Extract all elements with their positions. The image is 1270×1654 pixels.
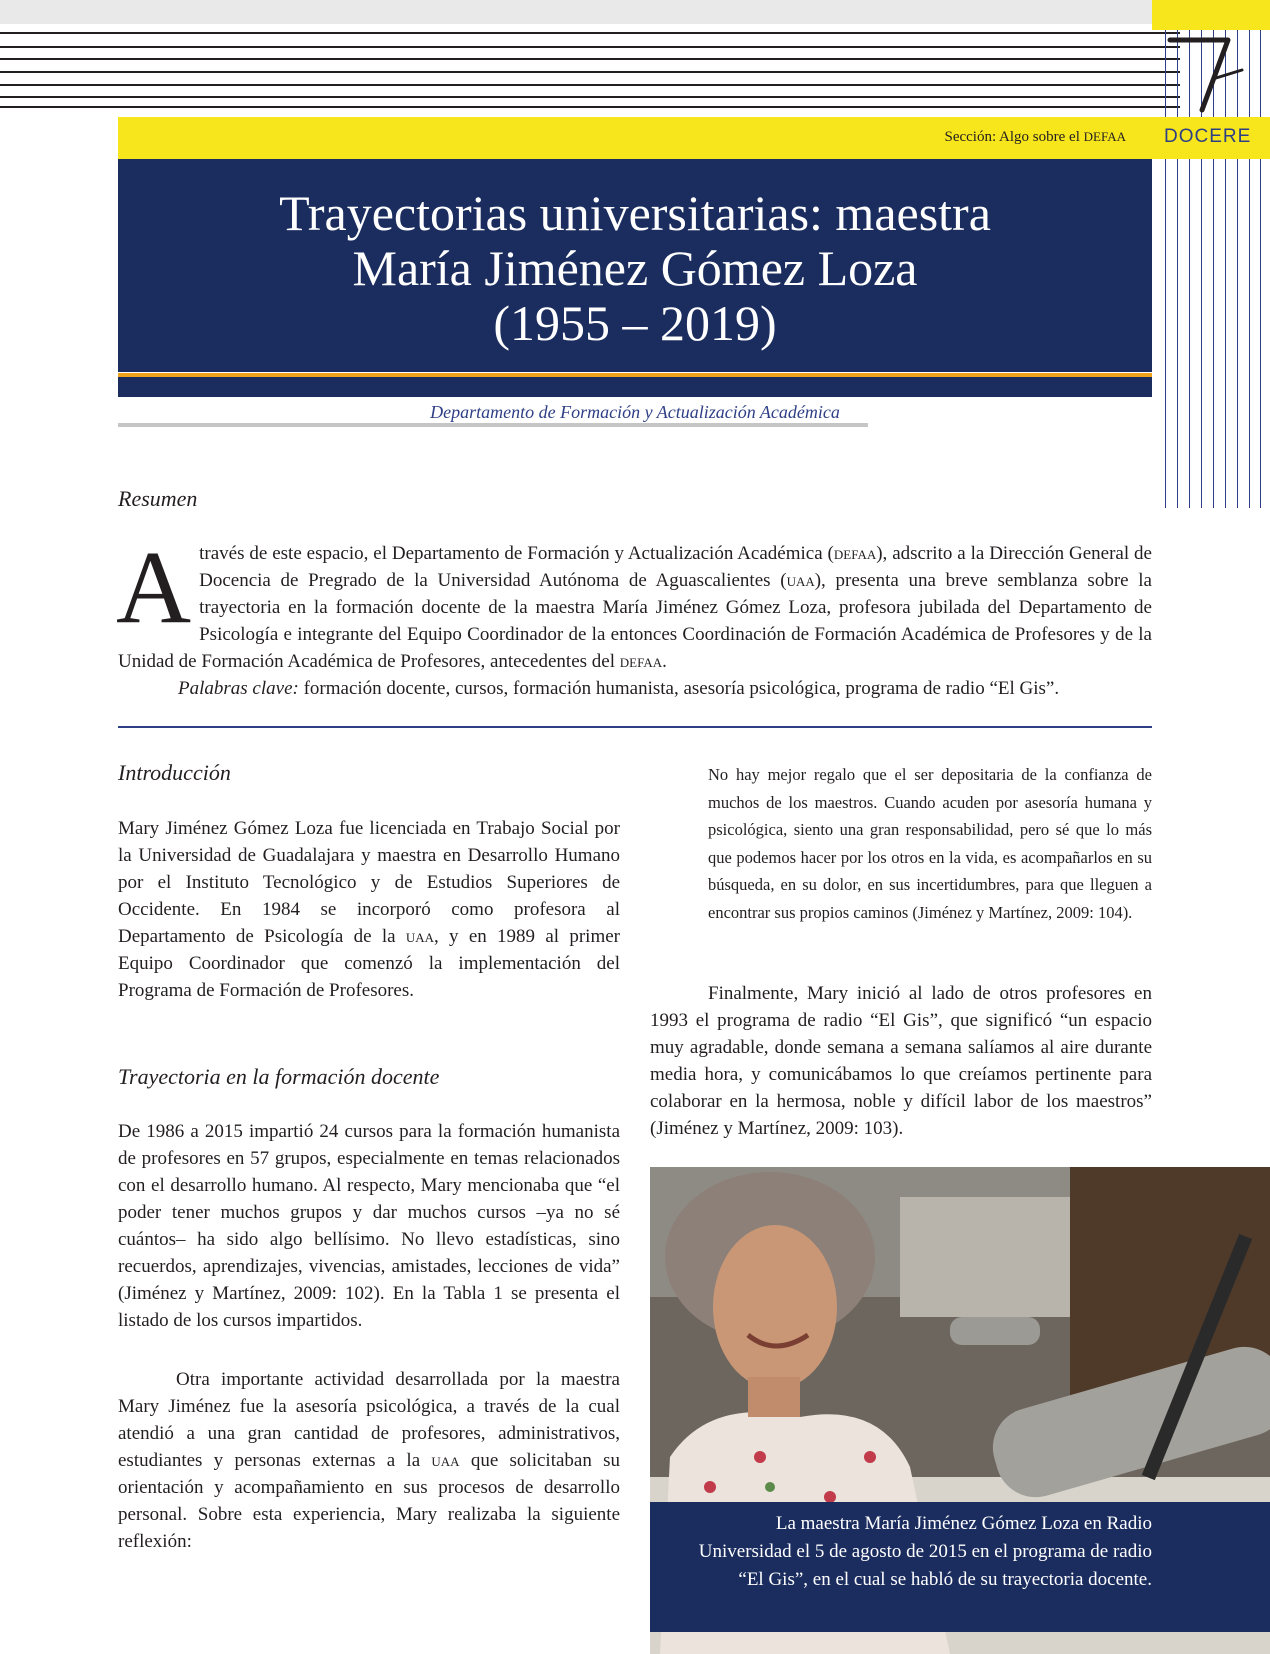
staff-line	[0, 84, 1180, 86]
trajectory-paragraph-1: De 1986 a 2015 impartió 24 cursos para la formación humanista de profesores en 57 grupos, especialmente en temas relacionados con el desarrollo humano. Al respecto, Mary mencionaba que “el poder tener muchos grupos y dar muchos cursos –ya no sé cuántos– ha sido algo bellísimo. No llevo estadísticas, sino recuerdos, aprendizajes, vivencias, amistades, lecciones de vida” (Jiménez y Martínez, 2009: 102). En la Tabla 1 se presenta el listado de los cursos impartidos.	[118, 1121, 620, 1331]
keywords	[118, 675, 1152, 702]
staff-line	[0, 32, 1180, 34]
section-band	[118, 117, 1152, 159]
intro-heading: Introducción	[118, 760, 231, 785]
intro-text: Mary Jiménez Gómez Loza fue licenciada en Trabajo Social por la Universidad de Guadalajara y maestra en Desarrollo Humano por el Instituto Tecnológico y de Estudios Superiores de Occidente. En 1984 se incorporó como profesora al Departamento de Psicología de la	[118, 818, 620, 947]
journal-name: DOCERE	[1164, 126, 1252, 147]
department-subtitle: Departamento de Formación y Actualización Académica	[430, 402, 840, 422]
acronym: defaa	[833, 543, 877, 564]
abstract-divider	[118, 726, 1152, 728]
trajectory-paragraph-2	[118, 1366, 620, 1555]
abstract-text: través de este espacio, el Departamento de Formación y Actualización Académica (	[199, 543, 834, 564]
staff-line	[0, 96, 1180, 98]
top-gray-strip	[0, 0, 1270, 24]
trajectory-text: que solicitaban su orientación y acompañamiento en sus procesos de desarrollo personal. Sobre esta experiencia, Mary realizaba la siguiente reflexión:	[118, 1450, 620, 1552]
acronym: uaa	[786, 570, 815, 591]
title-line-1: Trayectorias universitarias: maestra	[279, 185, 991, 241]
photo-caption: La maestra María Jiménez Gómez Loza en Radio Universidad el 5 de agosto de 2015 en el programa de radio “El Gis”, en el cual se habló de su trayectoria docente.	[698, 1513, 1152, 1590]
subtitle-rule	[118, 423, 868, 427]
photo-caption-box	[650, 1502, 1270, 1632]
photo-mic-small	[950, 1317, 1040, 1345]
photo-window	[900, 1197, 1070, 1317]
acronym: uaa	[405, 926, 434, 947]
page-number-stroke	[1170, 40, 1228, 110]
staff-line	[0, 106, 1180, 108]
acronym: uaa	[431, 1450, 460, 1471]
acronym: defaa	[619, 651, 663, 672]
drop-cap: A	[116, 530, 192, 645]
keywords-text: formación docente, cursos, formación humanista, asesoría psicológica, programa de radio “El Gis”.	[303, 678, 1060, 699]
page-title	[118, 186, 1152, 351]
page-number	[1158, 20, 1268, 120]
section-label	[944, 129, 1126, 146]
abstract-body	[116, 530, 1152, 702]
staff-line	[0, 46, 1180, 48]
intro-text: , y en 1989 al primer Equipo Coordinador que comenzó la implementación del Programa de Formación de Profesores.	[118, 926, 621, 1001]
section-label-text: Sección: Algo sobre el	[944, 129, 1080, 145]
trajectory-heading: Trayectoria en la formación docente	[118, 1064, 440, 1089]
trajectory-text: Otra importante actividad desarrollada por la maestra Mary Jiménez fue la asesoría psicológica, a través de la cual atendió a una gran cantidad de profesores, administrativos, estudiantes y personas externas a la	[118, 1369, 620, 1471]
abstract-heading: Resumen	[118, 486, 198, 511]
section-acronym: DEFAA	[1083, 129, 1126, 144]
title-line-3: (1955 – 2019)	[493, 295, 777, 351]
title-bottom-band	[118, 377, 1152, 397]
page-number-glyph	[1158, 20, 1268, 120]
staff-line	[0, 58, 1180, 60]
photo-face	[713, 1225, 837, 1389]
title-line-2: María Jiménez Gómez Loza	[352, 240, 918, 296]
keywords-label: Palabras clave:	[178, 678, 299, 699]
block-quote: No hay mejor regalo que el ser depositaria de la confianza de muchos de los maestros. Cuando acuden por asesoría humana y psicológica, siento una gran responsabilidad, pero sé que lo más que podemos hacer por los otros en la vida, es acompañarlos en su búsqueda, en su dolor, en sus incertidumbres, para que lleguen a encontrar sus propios caminos (Jiménez y Martínez, 2009: 104).	[708, 765, 1152, 922]
abstract-text: ), adscrito a la Dirección General de Docencia de Pregrado de la Universidad Autónoma de Aguascalientes (	[199, 543, 1152, 591]
abstract-text: .	[662, 651, 667, 672]
photo-neck	[748, 1377, 800, 1417]
final-paragraph: Finalmente, Mary inició al lado de otros profesores en 1993 el programa de radio “El Gis”, que significó “un espacio muy agradable, donde semana a semana salíamos al aire durante media hora, y comunicábamos lo que creíamos pertinente para colaborar en la hermosa, noble y difícil labor de los maestros” (Jiménez y Martínez, 2009: 103).	[650, 983, 1152, 1139]
page-number-stroke	[1216, 70, 1242, 78]
abstract-text: ), presenta una breve semblanza sobre la trayectoria en la formación docente de la maestra María Jiménez Gómez Loza, profesora jubilada del Departamento de Psicología e integrante del Equipo Coordinador de la entonces Coordinación de Formación Académica de Profesores y de la Unidad de Formación Académica de Profesores, antecedentes del	[118, 570, 1152, 672]
staff-line	[0, 71, 1180, 73]
intro-paragraph	[118, 815, 620, 1004]
